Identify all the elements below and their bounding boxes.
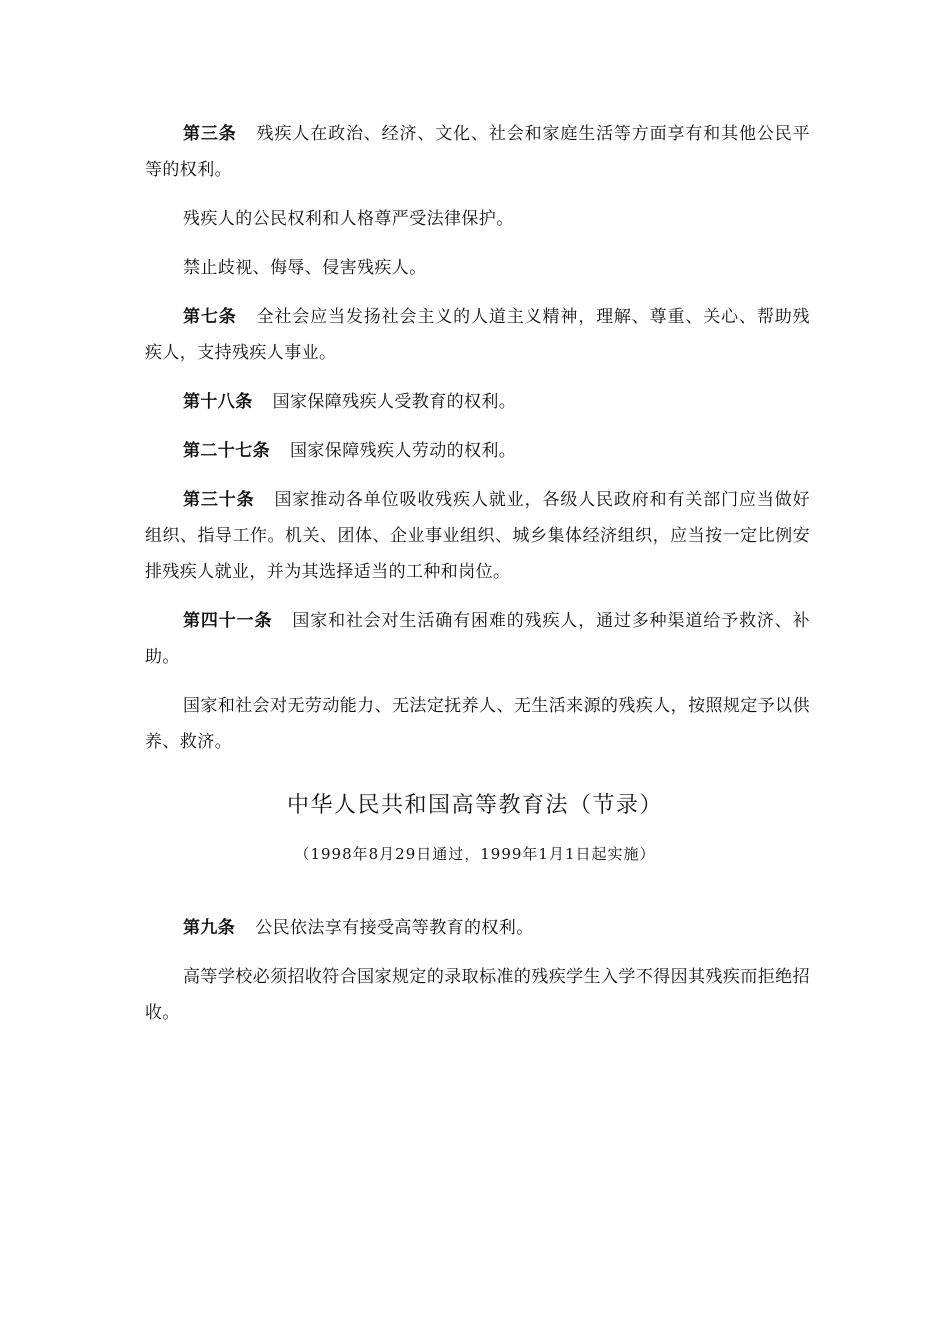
- law-subtitle: （1998年8月29日通过，1999年1月1日起实施）: [294, 845, 656, 863]
- article-label: 第十八条: [183, 392, 253, 412]
- article-label: 第七条: [183, 307, 237, 327]
- article-9-paragraph-2: 高等学校必须招收符合国家规定的录取标准的残疾学生入学不得因其残疾而拒绝招收。: [145, 967, 810, 1023]
- article-label: 第三条: [183, 124, 237, 144]
- article-41-paragraph-2: 国家和社会对无劳动能力、无法定抚养人、无生活来源的残疾人，按照规定予以供养、救济。: [145, 696, 810, 752]
- article-label: 第九条: [183, 918, 236, 938]
- article-label: 第二十七条: [183, 441, 270, 461]
- article-3-paragraph-2: 残疾人的公民权利和人格尊严受法律保护。: [183, 209, 514, 229]
- article-text: 公民依法享有接受高等教育的权利。: [255, 918, 534, 938]
- article-30: [145, 482, 810, 590]
- higher-education-law-excerpt: [145, 910, 810, 1044]
- article-text: 国家保障残疾人劳动的权利。: [290, 441, 517, 461]
- article-text: 国家和社会对生活确有困难的残疾人，通过多种渠道给予救济、补助。: [145, 611, 811, 667]
- article-7: [145, 299, 810, 371]
- article-label: 第四十一条: [183, 611, 273, 631]
- article-3: [145, 116, 810, 188]
- article-text: 国家推动各单位吸收残疾人就业，各级人民政府和有关部门应当做好组织、指导工作。机关、团体、企业事业组织、城乡集体经济组织，应当按一定比例安排残疾人就业，并为其选择适当的工种和岗位。: [145, 490, 810, 582]
- law-title: 中华人民共和国高等教育法（节录）: [286, 793, 663, 818]
- article-27: [145, 433, 810, 469]
- article-9: [145, 910, 810, 946]
- article-text: 残疾人在政治、经济、文化、社会和家庭生活等方面享有和其他公民平等的权利。: [145, 124, 810, 180]
- article-text: 全社会应当发扬社会主义的人道主义精神，理解、尊重、关心、帮助残疾人，支持残疾人事业。: [145, 307, 810, 363]
- article-text: 国家保障残疾人受教育的权利。: [272, 392, 517, 412]
- article-41: [145, 603, 810, 675]
- disabled-persons-law-excerpt: [145, 116, 810, 773]
- article-label: 第三十条: [183, 490, 255, 510]
- article-18: [145, 384, 810, 420]
- article-3-paragraph-3: 禁止歧视、侮辱、侵害残疾人。: [183, 258, 427, 278]
